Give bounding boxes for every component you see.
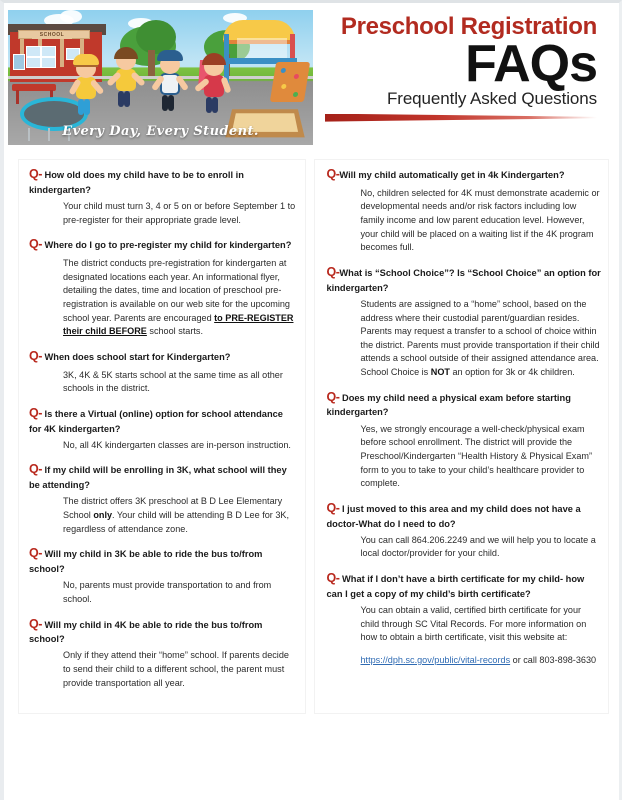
faq-question-text: When does school start for Kindergarten? <box>44 351 231 362</box>
faq-item <box>29 405 297 453</box>
faq-question <box>29 236 297 254</box>
answer-part: . Your child will be attending B D Lee for 3K, regardless of attendance zone. <box>63 510 289 534</box>
climb-hold <box>280 68 286 73</box>
faq-question-text: What if I don’t have a birth certificate for my child- how can I get a copy of my child’s birth certificate? <box>326 574 585 599</box>
answer-part-emphasis: only <box>93 510 113 520</box>
faq-item <box>327 500 603 561</box>
faq-columns <box>4 153 619 714</box>
faq-item <box>327 166 603 255</box>
answer-part: Students are assigned to a “home” school, based on the address where their custodial parent/guardian resides. Parents may request a transfer to a school of choice within the district. Parents must provide transportation if their child attends a school outside of their assigned attendance area. School Choice is <box>360 298 600 378</box>
answer-part-emphasis: NOT <box>430 367 450 378</box>
faq-question <box>29 616 297 647</box>
faq-answer: Only if they attend their “home” school. If parents decide to send their child to a different school, the parent must provide transportation all year. <box>63 650 289 688</box>
page-header <box>4 3 619 153</box>
window-mullion <box>40 46 42 68</box>
climb-hold <box>293 92 299 97</box>
page-title: FAQs <box>465 35 597 93</box>
title-prefix: Preschool Registration <box>340 13 597 40</box>
question-marker: Q- <box>29 616 42 631</box>
bench-leg <box>16 90 19 104</box>
faq-item <box>29 616 297 691</box>
question-marker: Q- <box>326 571 340 586</box>
faq-item <box>29 348 297 396</box>
faq-question <box>327 264 603 295</box>
child-legs <box>162 95 178 111</box>
faq-question-text: How old does my child have to be to enroll in kindergarten? <box>29 170 244 195</box>
hero-tagline: Every Day, Every Student. <box>62 124 259 139</box>
title-block <box>313 3 619 122</box>
faq-answer: Yes, we strongly encourage a well-check/physical exam before school enrollment. The district will provide the Preschool/Kindergarten “Health History & Physical Exam” form to you to take to your child’s healthcare provider to complete. <box>360 423 592 489</box>
faq-item <box>327 570 603 668</box>
school-sign-label: SCHOOL <box>32 31 72 39</box>
faq-question <box>327 389 603 420</box>
faq-answer: 3K, 4K & 5K starts school at the same time as all other schools in the district. <box>63 369 283 394</box>
child-head <box>204 57 224 76</box>
faq-question <box>29 461 297 492</box>
child-figure <box>76 59 96 115</box>
faq-question <box>327 166 603 184</box>
vital-records-link[interactable]: https://dph.sc.gov/public/vital-records <box>360 655 511 666</box>
faq-question-text: What is “School Choice”? Is “School Choice” an option for kindergarten? <box>326 267 601 293</box>
answer-part-emphasis: to PRE-REGISTER their child BEFORE <box>63 312 294 337</box>
faq-answer <box>361 298 603 380</box>
child-figure <box>116 51 136 107</box>
question-marker: Q- <box>326 500 340 515</box>
child-legs <box>206 97 222 113</box>
climb-hold <box>293 74 299 79</box>
school-column <box>60 39 64 67</box>
faq-question-text: Will my child automatically get in 4k Kindergarten? <box>339 170 565 180</box>
faq-question <box>29 348 297 366</box>
answer-part: The district offers 3K preschool at B D Lee Elementary School <box>63 496 283 520</box>
faq-question-text: Is there a Virtual (online) option for school attendance for 4K kindergarten? <box>29 408 283 434</box>
faq-column-right <box>314 159 610 714</box>
link-suffix-text: or call 803-898-3630 <box>510 655 597 666</box>
faq-question-text: Will my child in 4K be able to ride the bus to/from school? <box>29 619 263 645</box>
faq-question <box>29 166 297 197</box>
faq-question-text: Will my child in 3K be able to ride the bus to/from school? <box>29 549 263 575</box>
question-marker: Q- <box>29 348 42 363</box>
answer-part: an option for 3k or 4k children. <box>449 367 575 378</box>
question-marker: Q- <box>29 462 42 477</box>
question-marker: Q- <box>29 405 42 420</box>
child-cap <box>157 50 183 61</box>
faq-item <box>29 166 297 227</box>
faq-question <box>327 570 603 601</box>
question-marker: Q- <box>29 167 42 181</box>
question-marker: Q- <box>326 167 340 181</box>
tree-trunk <box>148 50 155 78</box>
question-marker: Q- <box>326 389 340 404</box>
child-legs <box>118 91 134 107</box>
faq-question-text: Where do I go to pre-register my child for kindergarten? <box>44 240 292 251</box>
hero-illustration <box>8 10 313 145</box>
faq-item <box>29 461 297 536</box>
child-cap <box>73 54 99 65</box>
child-head <box>160 55 180 74</box>
climbing-wall <box>270 62 310 102</box>
question-marker: Q- <box>29 237 42 252</box>
faq-answer-link-line <box>361 654 603 668</box>
faq-answer: Your child must turn 3, 4 or 5 on or before September 1 to pre-register for their appropriate grade level. <box>63 200 296 225</box>
faq-question-text: Does my child need a physical exam before starting kindergarten? <box>326 392 571 418</box>
faq-question <box>29 405 297 436</box>
accent-swoosh-divider <box>325 114 597 122</box>
faq-answer: You can obtain a valid, certified birth certificate for your child through SC Vital Records. For more information on how to obtain a birth certificate, visit this website at: <box>360 605 587 643</box>
faq-answer: You can call 864.206.2249 and we will help you to locate a local doctor/provider for your child. <box>360 534 596 559</box>
answer-part: school starts. <box>146 326 203 337</box>
school-door <box>13 54 25 70</box>
child-figure <box>204 57 224 113</box>
climb-hold <box>281 84 287 89</box>
child-head <box>76 59 96 78</box>
faq-item <box>29 545 297 606</box>
faq-item <box>327 389 603 491</box>
faq-column-left <box>18 159 306 714</box>
question-marker: Q- <box>29 546 42 561</box>
child-legs <box>78 99 94 115</box>
answer-part: The district conducts pre-registration for kindergarten at designated locations each year. An informational flyer, detailing the dates, time and location of preschool pre- registration is available on our web site for the upcoming school year. Parents are encouraged <box>63 257 290 323</box>
faq-item <box>29 236 297 339</box>
question-marker: Q- <box>326 264 340 279</box>
faq-answer: No, all 4K kindergarten classes are in-person instruction. <box>63 439 291 450</box>
child-figure <box>160 55 180 111</box>
faq-answer <box>63 257 297 339</box>
faq-answer: No, children selected for 4K must demonstrate academic or developmental needs and/or risk factors including low family income and low parent education level. However, your child will be placed on a waiting list if the 4K program becomes full. <box>360 187 600 253</box>
page-subtitle: Frequently Asked Questions <box>386 88 597 108</box>
playground-mesh-panel <box>237 38 287 58</box>
faq-question-text: I just moved to this area and my child does not have a doctor-What do I need to do? <box>326 503 581 529</box>
faq-answer <box>63 495 297 536</box>
faq-question-text: If my child will be enrolling in 3K, what school will they be attending? <box>29 465 287 491</box>
faq-question <box>29 545 297 576</box>
faq-question <box>327 500 603 531</box>
faq-answer: No, parents must provide transportation to and from school. <box>63 580 272 604</box>
faq-item <box>327 264 603 380</box>
tree-icon <box>136 20 176 54</box>
child-head <box>116 51 136 70</box>
cloud-icon <box>60 10 82 23</box>
